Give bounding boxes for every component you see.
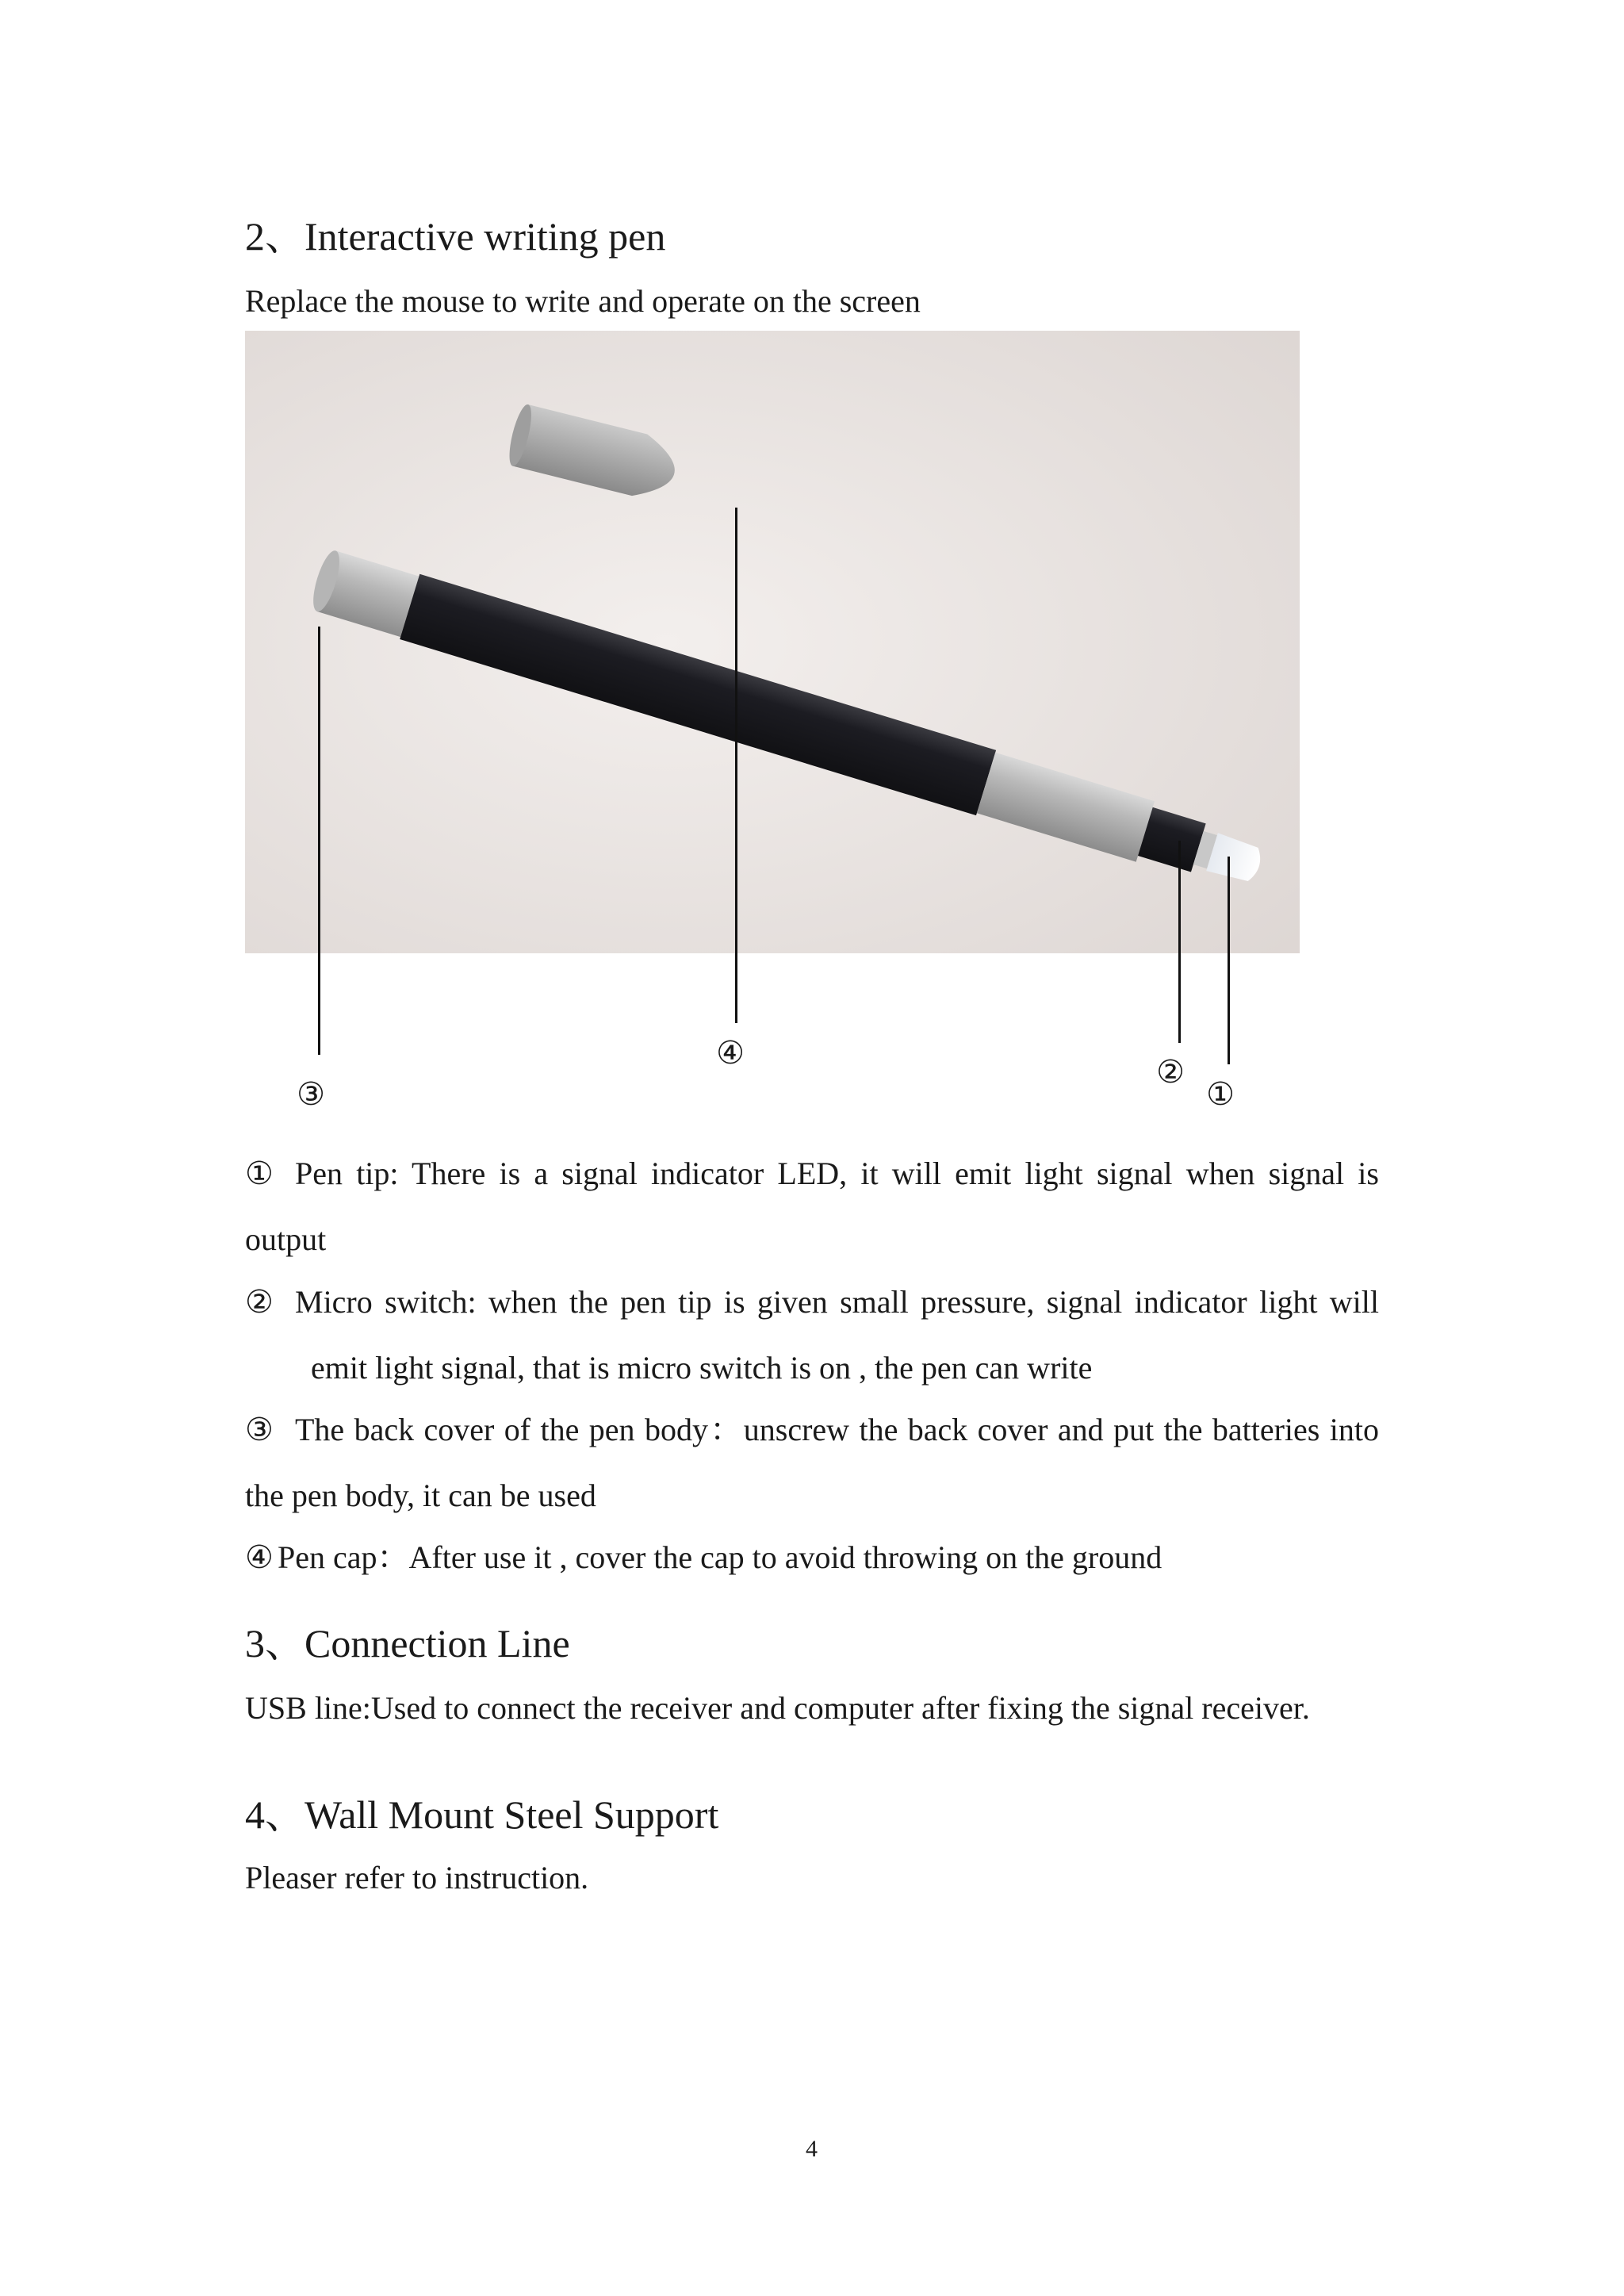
callout-line-2 xyxy=(1178,841,1181,1043)
item-text-1: Pen tip: There is a signal indicator LED, it will emit light signal when signal is xyxy=(295,1156,1379,1191)
callout-line-3 xyxy=(318,627,320,1055)
callout-line-4 xyxy=(735,508,737,1023)
item-text-2-cont: emit light signal, that is micro switch is on , the pen can write xyxy=(311,1350,1093,1386)
item-number-4: ④ xyxy=(245,1539,274,1575)
item-number-1: ① xyxy=(245,1156,274,1191)
callout-line-1 xyxy=(1228,857,1230,1064)
item-text-3: The back cover of the pen body：unscrew the back cover and put the batteries into xyxy=(295,1412,1379,1447)
item-text-3-cont: the pen body, it can be used xyxy=(245,1478,596,1513)
section-intro-pen: Replace the mouse to write and operate on the screen xyxy=(245,283,921,319)
item-number-2: ② xyxy=(245,1284,274,1320)
section-heading-wall-mount: 4、Wall Mount Steel Support xyxy=(245,1792,719,1837)
section-text-connection: USB line:Used to connect the receiver and computer after fixing the signal receiver. xyxy=(245,1690,1310,1726)
pen-photo xyxy=(245,331,1300,953)
callout-number-4: ④ xyxy=(716,1035,745,1071)
item-text-4: Pen cap：After use it , cover the cap to avoid throwing on the ground xyxy=(278,1539,1162,1575)
item-number-3: ③ xyxy=(245,1412,274,1447)
callout-number-1: ① xyxy=(1206,1076,1235,1112)
page-number: 4 xyxy=(806,2136,818,2162)
pen-illustration xyxy=(245,331,1300,953)
callout-number-3: ③ xyxy=(297,1076,325,1112)
section-heading-pen: 2、Interactive writing pen xyxy=(245,214,666,259)
callout-number-2: ② xyxy=(1156,1054,1185,1090)
section-text-wall-mount: Pleaser refer to instruction. xyxy=(245,1860,589,1895)
item-text-2: Micro switch: when the pen tip is given small pressure, signal indicator light will xyxy=(295,1284,1379,1320)
item-text-1-cont: output xyxy=(245,1221,327,1257)
section-heading-connection: 3、Connection Line xyxy=(245,1621,570,1665)
